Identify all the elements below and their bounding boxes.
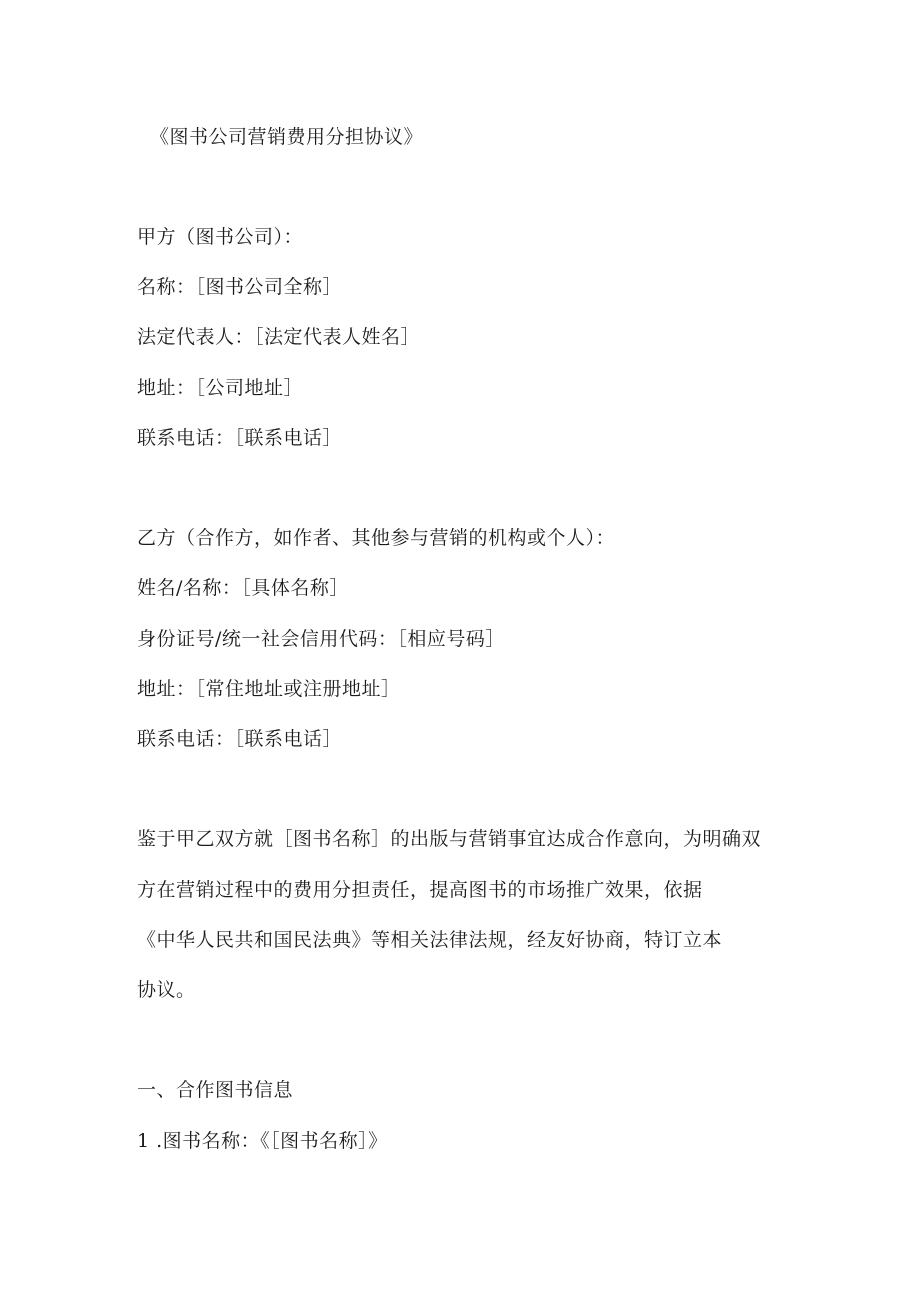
section-1-item-1: 1 .图书名称：《［图书名称］》 xyxy=(137,1130,388,1152)
party-b-name: 姓名/名称：［具体名称］ xyxy=(137,577,349,599)
preamble-line: 《中华人民共和国民法典》等相关法律法规，经友好协商，特订立本 xyxy=(137,929,723,951)
party-b-id-number: 身份证号/统一社会信用代码：［相应号码］ xyxy=(137,628,505,650)
party-a-heading: 甲方（图书公司）： xyxy=(137,226,304,248)
party-b-address: 地址：［常住地址或注册地址］ xyxy=(137,678,401,700)
section-1-heading: 一、合作图书信息 xyxy=(137,1079,294,1101)
party-a-address: 地址：［公司地址］ xyxy=(137,377,304,399)
party-a-phone: 联系电话：［联系电话］ xyxy=(137,427,343,449)
party-b-phone: 联系电话：［联系电话］ xyxy=(137,728,343,750)
preamble-line: 鉴于甲乙双方就［图书名称］的出版与营销事宜达成合作意向，为明确双 xyxy=(137,828,762,850)
party-a-name: 名称：［图书公司全称］ xyxy=(137,276,343,298)
party-b-heading: 乙方（合作方，如作者、其他参与营销的机构或个人）： xyxy=(137,527,616,549)
preamble-line: 协议。 xyxy=(137,979,196,1001)
party-a-representative: 法定代表人：［法定代表人姓名］ xyxy=(137,326,421,348)
preamble-line: 方在营销过程中的费用分担责任，提高图书的市场推广效果，依据 xyxy=(137,879,703,901)
document-title: 《图书公司营销费用分担协议》 xyxy=(150,126,424,148)
